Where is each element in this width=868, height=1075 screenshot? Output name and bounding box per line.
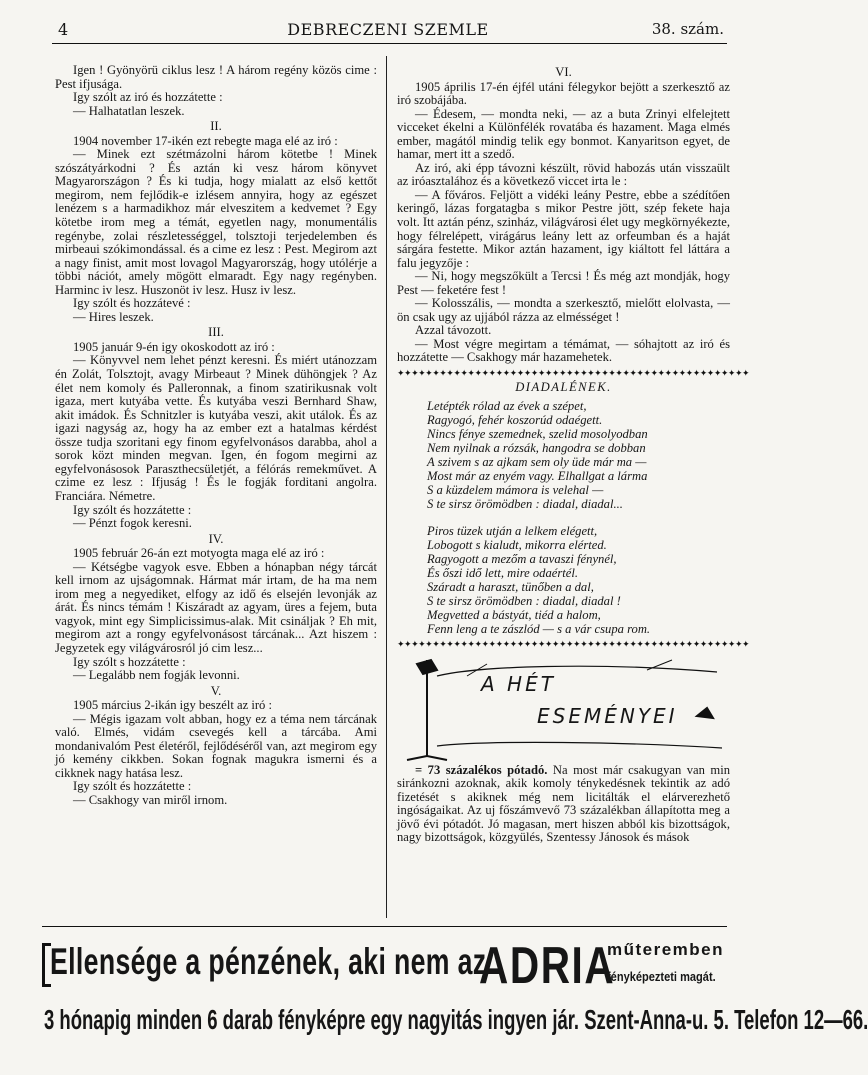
ad-details: 3 hónapig minden 6 darab fényképre egy nagyitás ingyen jár. Szent-Anna-u. 5. Telefon 12—66. (44, 1004, 868, 1035)
poem-line: S a küzdelem mámora is velehal — (427, 482, 604, 497)
poem-line: Fenn leng a te zászlód — s a vár csupa rom. (427, 621, 651, 636)
star-divider: ✦✦✦✦✦✦✦✦✦✦✦✦✦✦✦✦✦✦✦✦✦✦✦✦✦✦✦✦✦✦✦✦✦✦✦✦✦✦✦✦✦✦✦✦✦✦✦✦✦✦ (397, 368, 750, 379)
ad-brand-sub-2: fényképezteti magát. (607, 969, 716, 984)
ad-headline: Ellensége a pénzének, aki nem az (50, 941, 487, 982)
journal-title: DEBRECZENI SZEMLE (287, 20, 489, 39)
banner-line-1: A HÉT (481, 671, 556, 696)
poem-line: S te sirsz örömödben : diadal, diadal ! (427, 593, 621, 608)
paragraph: — Minek ezt szétmázolni három kötetbe ! Minek szószátyárkodni ? És aztán ki vesz három könyvet Magyarországon ? És ki tudja, hogy mialatt az első kettőt megirom, nem fejlődik-e izlésem annyira, hogy az egészet lenézem s a harmadikhoz már elveszitem a kedvemet ? Egy kötetbe irom meg a témát, egyetlen nagy, monumentális regénybe, zolai részletességgel, tolsztoji terjedelemben és mirbeaui szókimondással. és a cime ez lesz : Pest. Megirom azt a nagy finist, amit most lovagol Magyarország, hogy utólérje a többi nációt, amely mögött elmaradt. Egy nagy regényben. Harminc iv lesz. Huszonöt iv lesz. Husz iv lesz. (55, 147, 377, 297)
column-divider (386, 56, 387, 918)
poem-line: Letépték rólad az évek a szépet, (427, 398, 587, 413)
paragraph: — Kétségbe vagyok esve. Ebben a hónapban négy tárcát kell irnom az ujságomnak. Hármat már irtam, de ha ma nem irom meg a negyediket, elfogy az idő és elsején levonják az árát. És nincs témám ! Kiszáradt az agyam, üres a fejem, buta vagyok, mint egy Simplicissimus-alak. Mit csináljak ? Eh mit, megirom azt a rongy egyfelvonásost tárcának... Azt hiszem : Jegyzetek egy világvárosról jó cim lesz... (55, 559, 377, 655)
paragraph: 1905 január 9-én igy okoskodott az iró : (73, 339, 275, 354)
story-continuation (397, 66, 730, 365)
advertisement (42, 931, 868, 1051)
poem-title: DIADALÉNEK. (515, 380, 612, 395)
ad-brand-sub-1: műteremben (607, 940, 725, 959)
poem-line: Ragyogott a mezőm a tavaszi fénynél, (427, 551, 617, 566)
paragraph: Az iró, aki épp távozni készült, rövid habozás után visszaült az iróasztalához és a következő viccet irta le : (397, 160, 730, 189)
paragraph: Igy szólt és hozzátette : (73, 502, 192, 517)
poem-line: Ragyogó, fehér koszorúd odaégett. (427, 412, 603, 427)
news-headline: = 73 százalékos pótadó. (415, 762, 548, 777)
ad-rule (42, 926, 727, 927)
section-number: VI. (555, 65, 572, 79)
paragraph: — Ni, hogy megszőkült a Tercsi ! És még azt mondják, hogy Pest — feketére fest ! (397, 269, 730, 297)
paragraph: 1905 március 2-ikán igy beszélt az iró : (73, 698, 272, 713)
paragraph: — Pénzt fogok keresni. (73, 516, 192, 531)
section-number: V. (210, 683, 222, 698)
poem-line: Lobogott s kialudt, mikorra elérted. (427, 537, 607, 552)
paragraph: — Most végre megirtam a témámat, — sóhajtott az iró és hozzátette — Csakhogy már hazamehetek. (397, 336, 730, 365)
paragraph: — Csakhogy van miről irnom. (73, 792, 228, 807)
news-item (397, 764, 730, 845)
poem-line: A szivem s az ajkam sem oly üde már ma — (427, 454, 647, 469)
poem (397, 399, 730, 636)
paragraph: Igy szólt az iró és hozzátette : (73, 90, 223, 105)
weekly-events-banner (397, 656, 730, 760)
star-divider: ✦✦✦✦✦✦✦✦✦✦✦✦✦✦✦✦✦✦✦✦✦✦✦✦✦✦✦✦✦✦✦✦✦✦✦✦✦✦✦✦✦✦✦✦✦✦✦✦✦✦ (397, 638, 750, 649)
paragraph: 1905 február 26-án ezt motyogta maga elé az iró : (73, 546, 325, 561)
section-number: IV. (208, 531, 224, 546)
paragraph: 1905 április 17-én éjfél utáni félegykor bejött a szerkesztő az iró szobájába. (397, 79, 730, 108)
section-number: II. (210, 119, 222, 134)
poem-line: És őszi idő lett, mire odaértél. (427, 565, 578, 580)
paragraph: — Édesem, — mondta neki, — az a buta Zrinyi elfelejtett vicceket ékelni a Különfélék rovatába és hazament. Maga elmés ember, magától mindig telik egy bonmot. Kanyaritson egyet, de hamar, mert itt a szedő. (397, 106, 730, 162)
news-body: Na most már csakugyan van min siránkozni azoknak, akik komoly ténykedésnek tekintik az adó fizetését s akiknek még nem licitálták el elárverezhető ingóságaikat. Az uj főszámvevő 73 százalékban állapította meg a jövő évi pótadót. Jó magasan, mert hiszen abból kis bizottságok, nagy bizottságok, közgyülés, Szentessy Jánosok és mások (397, 762, 730, 845)
poem-line: Piros tüzek utján a lelkem elégett, (427, 523, 598, 538)
poem-line: Most már az enyém vagy. Elhallgat a lárma (427, 468, 648, 483)
poem-line: Nem nyilnak a rózsák, hangodra se dobban (427, 440, 646, 455)
page-number: 4 (58, 20, 69, 39)
paragraph: Igy szólt és hozzátette : (73, 779, 192, 794)
paragraph: Igen ! Gyönyörü ciklus lesz ! A három regény közös cime : Pest ifjusága. (55, 63, 377, 91)
right-column (397, 64, 750, 845)
poem-line: S te sirsz örömödben : diadal, diadal... (427, 496, 623, 511)
paragraph: — Halhatatlan leszek. (73, 103, 185, 118)
left-column (55, 64, 377, 808)
paragraph: Igy szólt és hozzátevé : (73, 296, 191, 311)
poem-line: Nincs fénye szemednek, szelid mosolyodban (427, 426, 648, 441)
paragraph: — Könyvvel nem lehet pénzt keresni. És miért utánozzam én Zolát, Tolsztojt, avagy Mirbeaut ? Minek dühöngjek ? Az élet nem komoly és Palleronnak, a finom szatirikusnak volt igaza, mert kutyába vette. És kutyába veszi Bernhard Shaw, akit imádok. És Schnitzler is kutyába veszi, akit utálok. És az igazi nagyság az, hogy ha az ember ezt a hatalmas kérdést össze tudja szoritani egy finom egyfelvonásos darabba, ahol a sorok közt minden megvan. Igen, én fogom megirni az egyfelvonásosok Paraszthecsületjét, a félórás remekművet. A czime ez lesz : Ifjuság ! És le fogják forditani angolra. Franciára. Németre. (55, 353, 377, 503)
poem-line: Megvetted a bástyát, tiéd a halom, (427, 607, 601, 622)
ad-brand: ADRIA (479, 937, 616, 995)
paragraph: 1904 november 17-ikén ezt rebegte maga elé az iró : (73, 133, 338, 148)
section-number: III. (208, 325, 224, 340)
header-rule (52, 43, 727, 44)
paragraph: — Mégis igazam volt abban, hogy ez a téma nem tárcának való. Elmés, vidám csevegés kell a tárcába. Ami mondanivalóm Pest életéről, fejlődéséről van, azt megirom egy jó kemény cikkben. Sokan fognak magukra ismerni és a cikknek nagy hatása lesz. (55, 711, 377, 780)
paragraph: Azzal távozott. (415, 323, 492, 338)
paragraph: — Hires leszek. (73, 309, 154, 324)
banner-line-2: ESEMÉNYEI (537, 703, 678, 728)
paragraph: Igy szólt s hozzátette : (73, 654, 186, 669)
paragraph: — A főváros. Feljött a vidéki leány Pestre, ebbe a szédítően keringő, lázas forgatagba s mikor Pestre jött, szép fekete haja volt. Itt aztán pénz, szinház, világvárosi élet ugy megkörnyékezte, hogy félrelépett, virágárus leány lett az orfeumban és a haját sárgára festette. Mikor aztán hazament, igy kiáltott fel láttára a falu jegyzője : (397, 187, 730, 270)
stanza-gap (427, 511, 730, 524)
page-header (52, 18, 724, 42)
poem-line: Száradt a haraszt, tünőben a dal, (427, 579, 594, 594)
issue-number: 38. szám. (651, 20, 724, 38)
paragraph: — Kolosszális, — mondta a szerkesztő, mielőtt elolvasta, — ön csak ugy az ujjából rázza az elmésséget ! (397, 296, 730, 324)
paragraph: — Legalább nem fogják levonni. (73, 668, 240, 683)
